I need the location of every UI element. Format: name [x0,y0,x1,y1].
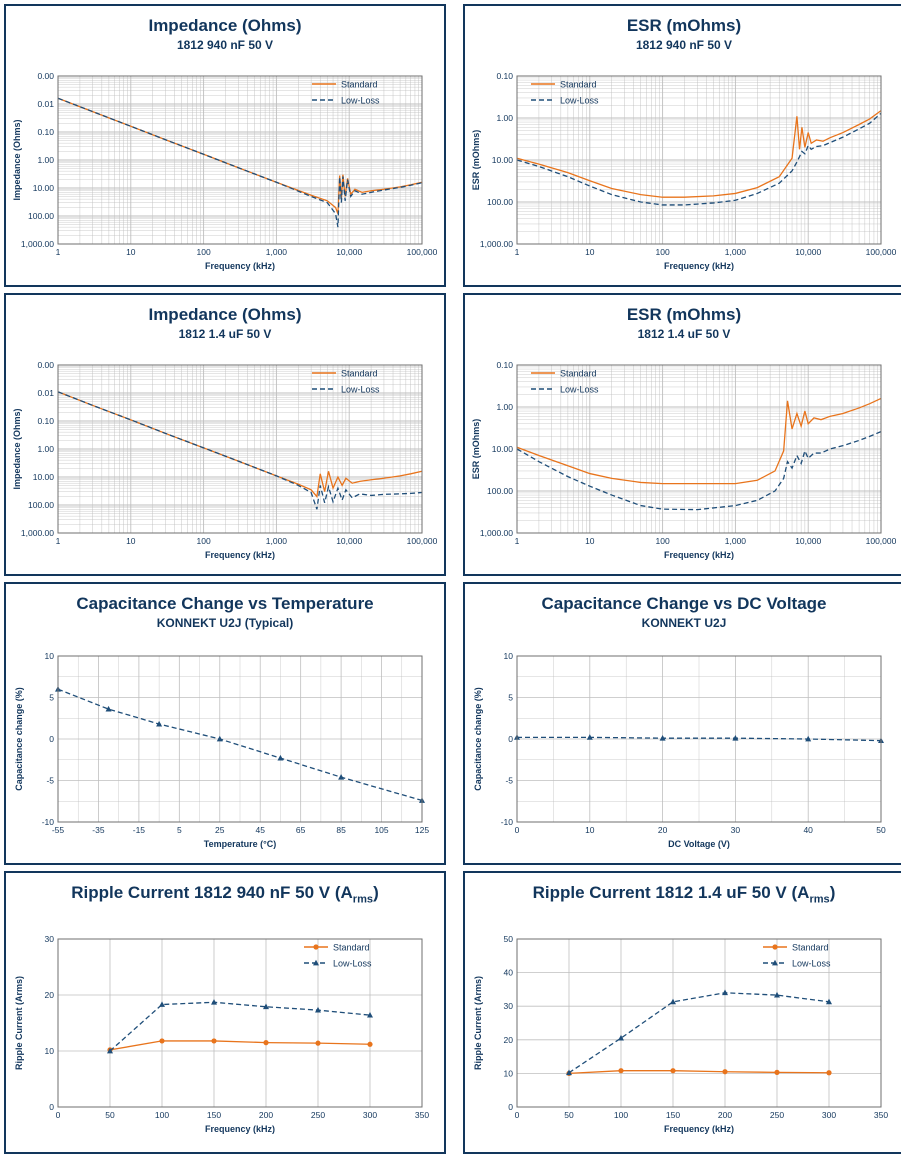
svg-text:100,000: 100,000 [406,536,438,546]
svg-text:0: 0 [49,734,54,744]
panel-subtitle: 1812 940 nF 50 V [635,37,733,52]
svg-text:0.10: 0.10 [37,127,54,137]
svg-text:Low-Loss: Low-Loss [333,958,372,969]
svg-text:10.00: 10.00 [32,183,54,193]
chart-canvas [465,353,901,573]
chart-canvas [465,925,901,1151]
svg-text:Standard: Standard [341,368,378,379]
svg-text:10: 10 [44,651,54,661]
svg-text:20: 20 [503,1034,513,1045]
panel-title: Capacitance Change vs Temperature [76,594,374,613]
panel-subtitle: 1812 1.4 uF 50 V [178,326,272,341]
panel-impedance-1p4uf [4,293,446,576]
chart-canvas [6,64,444,284]
svg-text:0: 0 [55,1110,61,1120]
panel-title: ESR (mOhms) [626,16,742,35]
svg-text:10,000: 10,000 [336,536,363,546]
panel-title: Impedance (Ohms) [148,305,302,324]
panel-title-end: ) [373,883,379,902]
svg-text:50: 50 [503,934,513,944]
panel-ripple-1p4uf [463,871,901,1154]
svg-text:100.00: 100.00 [28,500,54,510]
svg-text:-15: -15 [132,825,146,835]
svg-text:-55: -55 [51,825,65,835]
svg-text:1: 1 [514,247,520,257]
panel-esr-1p4uf [463,293,901,576]
svg-text:150: 150 [206,1110,222,1120]
svg-text:0: 0 [514,1110,520,1120]
svg-text:-35: -35 [92,825,105,835]
svg-text:Capacitance change (%): Capacitance change (%) [14,687,24,791]
panel-title-main: Ripple Current 1812 940 nF 50 V (A [71,883,353,902]
svg-text:1.00: 1.00 [37,155,54,165]
svg-text:350: 350 [873,1110,889,1120]
svg-text:1,000: 1,000 [724,536,747,546]
svg-text:1,000: 1,000 [265,247,288,257]
svg-text:300: 300 [821,1110,837,1120]
svg-text:30: 30 [44,934,54,944]
svg-text:5: 5 [508,692,513,703]
svg-text:ESR (mOhms): ESR (mOhms) [471,129,481,191]
svg-text:100: 100 [613,1110,629,1120]
svg-text:-10: -10 [41,817,54,827]
svg-text:1: 1 [55,247,61,257]
svg-text:Low-Loss: Low-Loss [341,384,380,395]
svg-text:125: 125 [414,825,430,835]
svg-text:10: 10 [585,536,595,546]
chart-canvas [465,642,901,862]
svg-text:50: 50 [564,1110,574,1120]
svg-text:10,000: 10,000 [795,536,822,546]
svg-text:0.10: 0.10 [496,360,513,370]
svg-text:20: 20 [657,825,668,835]
svg-text:40: 40 [803,825,813,835]
svg-text:Impedance (Ohms): Impedance (Ohms) [12,408,22,490]
svg-text:40: 40 [503,967,513,978]
svg-text:Standard: Standard [792,942,829,953]
svg-text:0.01: 0.01 [37,388,54,398]
svg-text:Standard: Standard [333,942,370,953]
chart-canvas [6,353,444,573]
svg-text:Low-Loss: Low-Loss [341,95,380,106]
panel-cap-vs-dc-voltage [463,582,901,865]
svg-text:100: 100 [196,247,211,257]
svg-text:10: 10 [585,825,595,835]
svg-text:1,000.00: 1,000.00 [479,527,513,538]
svg-text:1,000.00: 1,000.00 [20,527,54,538]
svg-text:-5: -5 [505,775,513,786]
svg-text:Low-Loss: Low-Loss [560,384,599,395]
svg-text:Low-Loss: Low-Loss [560,95,599,106]
svg-text:Temperature (°C): Temperature (°C) [203,839,277,849]
svg-text:0: 0 [508,734,513,744]
svg-text:Frequency (kHz): Frequency (kHz) [204,1124,276,1134]
svg-text:5: 5 [176,825,182,835]
panel-subtitle: KONNEKT U2J [641,615,727,630]
svg-text:0: 0 [514,825,520,835]
svg-text:10.00: 10.00 [491,444,513,454]
svg-text:100: 100 [655,247,670,257]
svg-text:30: 30 [730,825,741,835]
svg-text:10: 10 [126,536,136,546]
panel-title-main: Ripple Current 1812 1.4 uF 50 V (A [532,883,810,902]
svg-text:45: 45 [255,825,265,835]
svg-text:100,000: 100,000 [865,247,897,257]
svg-text:350: 350 [414,1110,430,1120]
svg-text:Frequency (kHz): Frequency (kHz) [663,1124,735,1134]
panel-title-sub: rms [809,893,830,906]
svg-text:50: 50 [876,825,886,835]
svg-text:250: 250 [310,1110,326,1120]
svg-text:100,000: 100,000 [406,247,438,257]
svg-text:1: 1 [55,536,61,546]
panel-ripple-940nf [4,871,446,1154]
svg-text:10,000: 10,000 [795,247,822,257]
svg-text:0.10: 0.10 [37,416,54,426]
svg-text:Frequency (kHz): Frequency (kHz) [663,550,735,560]
panel-title: Impedance (Ohms) [148,16,302,35]
svg-text:65: 65 [295,825,306,835]
svg-text:0.00: 0.00 [37,360,54,370]
svg-text:0.01: 0.01 [37,99,54,109]
svg-text:300: 300 [362,1110,378,1120]
svg-text:Low-Loss: Low-Loss [792,958,831,969]
svg-text:Frequency (kHz): Frequency (kHz) [663,261,735,271]
svg-text:0.10: 0.10 [496,71,513,81]
chart-canvas [6,925,444,1151]
panel-subtitle: 1812 940 nF 50 V [176,37,274,52]
svg-text:-10: -10 [500,817,513,827]
svg-text:ESR (mOhms): ESR (mOhms) [471,418,481,480]
svg-text:10: 10 [503,1068,513,1079]
svg-text:1,000.00: 1,000.00 [20,238,54,249]
svg-text:100: 100 [154,1110,170,1120]
svg-text:Frequency (kHz): Frequency (kHz) [204,261,276,271]
svg-text:Ripple Current (Arms): Ripple Current (Arms) [473,975,483,1071]
svg-text:0.00: 0.00 [37,71,54,81]
svg-text:10: 10 [44,1046,54,1056]
panel-title: ESR (mOhms) [626,305,742,324]
svg-text:Standard: Standard [341,79,378,90]
svg-text:10: 10 [503,651,513,661]
chart-canvas [6,642,444,862]
panel-title [6,883,444,906]
svg-text:100.00: 100.00 [487,197,513,207]
svg-text:DC Voltage (V): DC Voltage (V) [668,839,730,849]
svg-text:Capacitance change (%): Capacitance change (%) [473,687,483,791]
svg-text:1.00: 1.00 [37,444,54,454]
panel-title-end: ) [829,883,836,902]
svg-text:25: 25 [215,825,225,835]
svg-text:1,000.00: 1,000.00 [479,238,513,249]
svg-text:Frequency (kHz): Frequency (kHz) [204,550,276,560]
svg-text:Impedance (Ohms): Impedance (Ohms) [12,119,22,201]
svg-text:0: 0 [49,1102,54,1112]
svg-text:100.00: 100.00 [487,486,513,496]
svg-text:85: 85 [336,825,346,835]
svg-text:1,000: 1,000 [724,247,747,257]
svg-text:10.00: 10.00 [491,155,513,165]
svg-text:5: 5 [49,692,54,703]
svg-text:0: 0 [508,1102,513,1112]
panel-subtitle: KONNEKT U2J (Typical) [156,615,294,630]
svg-text:Ripple Current (Arms): Ripple Current (Arms) [14,975,24,1071]
chart-canvas [465,64,901,284]
svg-text:250: 250 [769,1110,785,1120]
svg-text:100: 100 [196,536,211,546]
svg-text:10: 10 [585,247,595,257]
svg-text:-5: -5 [46,775,54,786]
svg-text:1.00: 1.00 [496,402,513,412]
svg-text:10.00: 10.00 [32,472,54,482]
svg-text:200: 200 [717,1110,733,1120]
svg-text:1.00: 1.00 [496,113,513,123]
svg-text:100.00: 100.00 [28,211,54,221]
svg-text:Standard: Standard [560,79,597,90]
svg-text:30: 30 [503,1001,513,1012]
svg-text:10,000: 10,000 [336,247,363,257]
svg-text:1: 1 [514,536,520,546]
panel-impedance-940nf [4,4,446,287]
svg-text:105: 105 [374,825,389,835]
svg-text:50: 50 [105,1110,115,1120]
svg-text:Standard: Standard [560,368,597,379]
svg-text:100,000: 100,000 [865,536,897,546]
panel-title-sub: rms [352,893,374,906]
panel-esr-940nf [463,4,901,287]
svg-text:200: 200 [258,1110,274,1120]
panel-title: Capacitance Change vs DC Voltage [541,594,827,613]
svg-text:10: 10 [126,247,136,257]
panel-subtitle: 1812 1.4 uF 50 V [637,326,731,341]
panel-title [465,883,901,906]
svg-text:20: 20 [44,990,54,1000]
svg-text:1,000: 1,000 [265,536,288,546]
panel-cap-vs-temperature [4,582,446,865]
svg-text:100: 100 [655,536,670,546]
svg-text:150: 150 [665,1110,681,1120]
